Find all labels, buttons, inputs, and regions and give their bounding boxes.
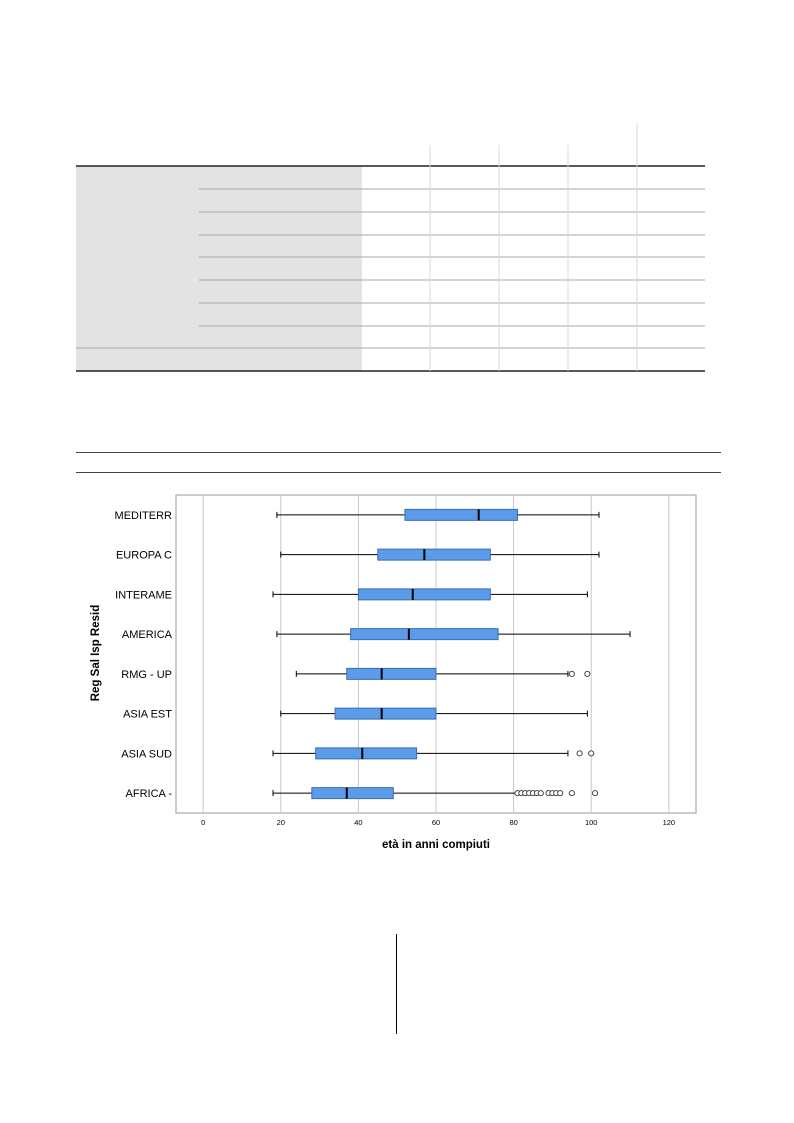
x-tick-labels (201, 818, 675, 827)
box-plot-6 (281, 708, 588, 719)
grid-lines (203, 495, 669, 813)
iqr-box (358, 589, 490, 600)
box-plot-7 (273, 748, 594, 759)
outlier-point (593, 791, 598, 796)
outlier-point (569, 791, 574, 796)
iqr-box (378, 549, 491, 560)
y-category-label: AMERICA (121, 629, 172, 642)
iqr-box (405, 509, 518, 520)
outlier-point (577, 751, 582, 756)
bottom-vertical-rule (396, 934, 397, 1034)
outlier-point (538, 791, 543, 796)
x-tick-label: 0 (201, 818, 206, 827)
y-category-label: ASIA EST (123, 708, 172, 721)
y-category-label: AFRICA - (125, 788, 172, 801)
y-category-label: INTERAME (115, 589, 172, 602)
x-tick-label: 60 (431, 818, 441, 827)
box-plot-8 (273, 788, 598, 799)
iqr-box (347, 668, 436, 679)
y-category-label: RMG - UP (121, 668, 172, 681)
y-category-label: MEDITERR (114, 509, 172, 522)
x-tick-label: 120 (662, 818, 676, 827)
box-plot-5 (296, 668, 590, 679)
box-plot-3 (273, 589, 587, 600)
iqr-box (316, 748, 417, 759)
box-plot-1 (277, 509, 599, 520)
iqr-box (335, 708, 436, 719)
x-tick-label: 80 (509, 818, 518, 827)
x-tick-label: 40 (354, 818, 363, 827)
y-axis-label: Reg Sal Isp Resid (90, 604, 102, 702)
box-plot-2 (281, 549, 599, 560)
x-tick-label: 100 (584, 818, 598, 827)
outlier-point (558, 791, 563, 796)
box-plot-4 (277, 629, 630, 640)
y-category-labels (115, 510, 173, 800)
x-tick-label: 20 (276, 818, 285, 827)
boxes (273, 509, 630, 798)
outlier-point (569, 671, 574, 676)
y-category-label: ASIA SUD (121, 748, 172, 761)
outlier-point (589, 751, 594, 756)
iqr-box (312, 788, 393, 799)
iqr-box (351, 629, 498, 640)
x-axis-label: età in anni compiuti (382, 839, 490, 851)
outlier-point (585, 671, 590, 676)
y-category-label: EUROPA C (115, 549, 172, 562)
